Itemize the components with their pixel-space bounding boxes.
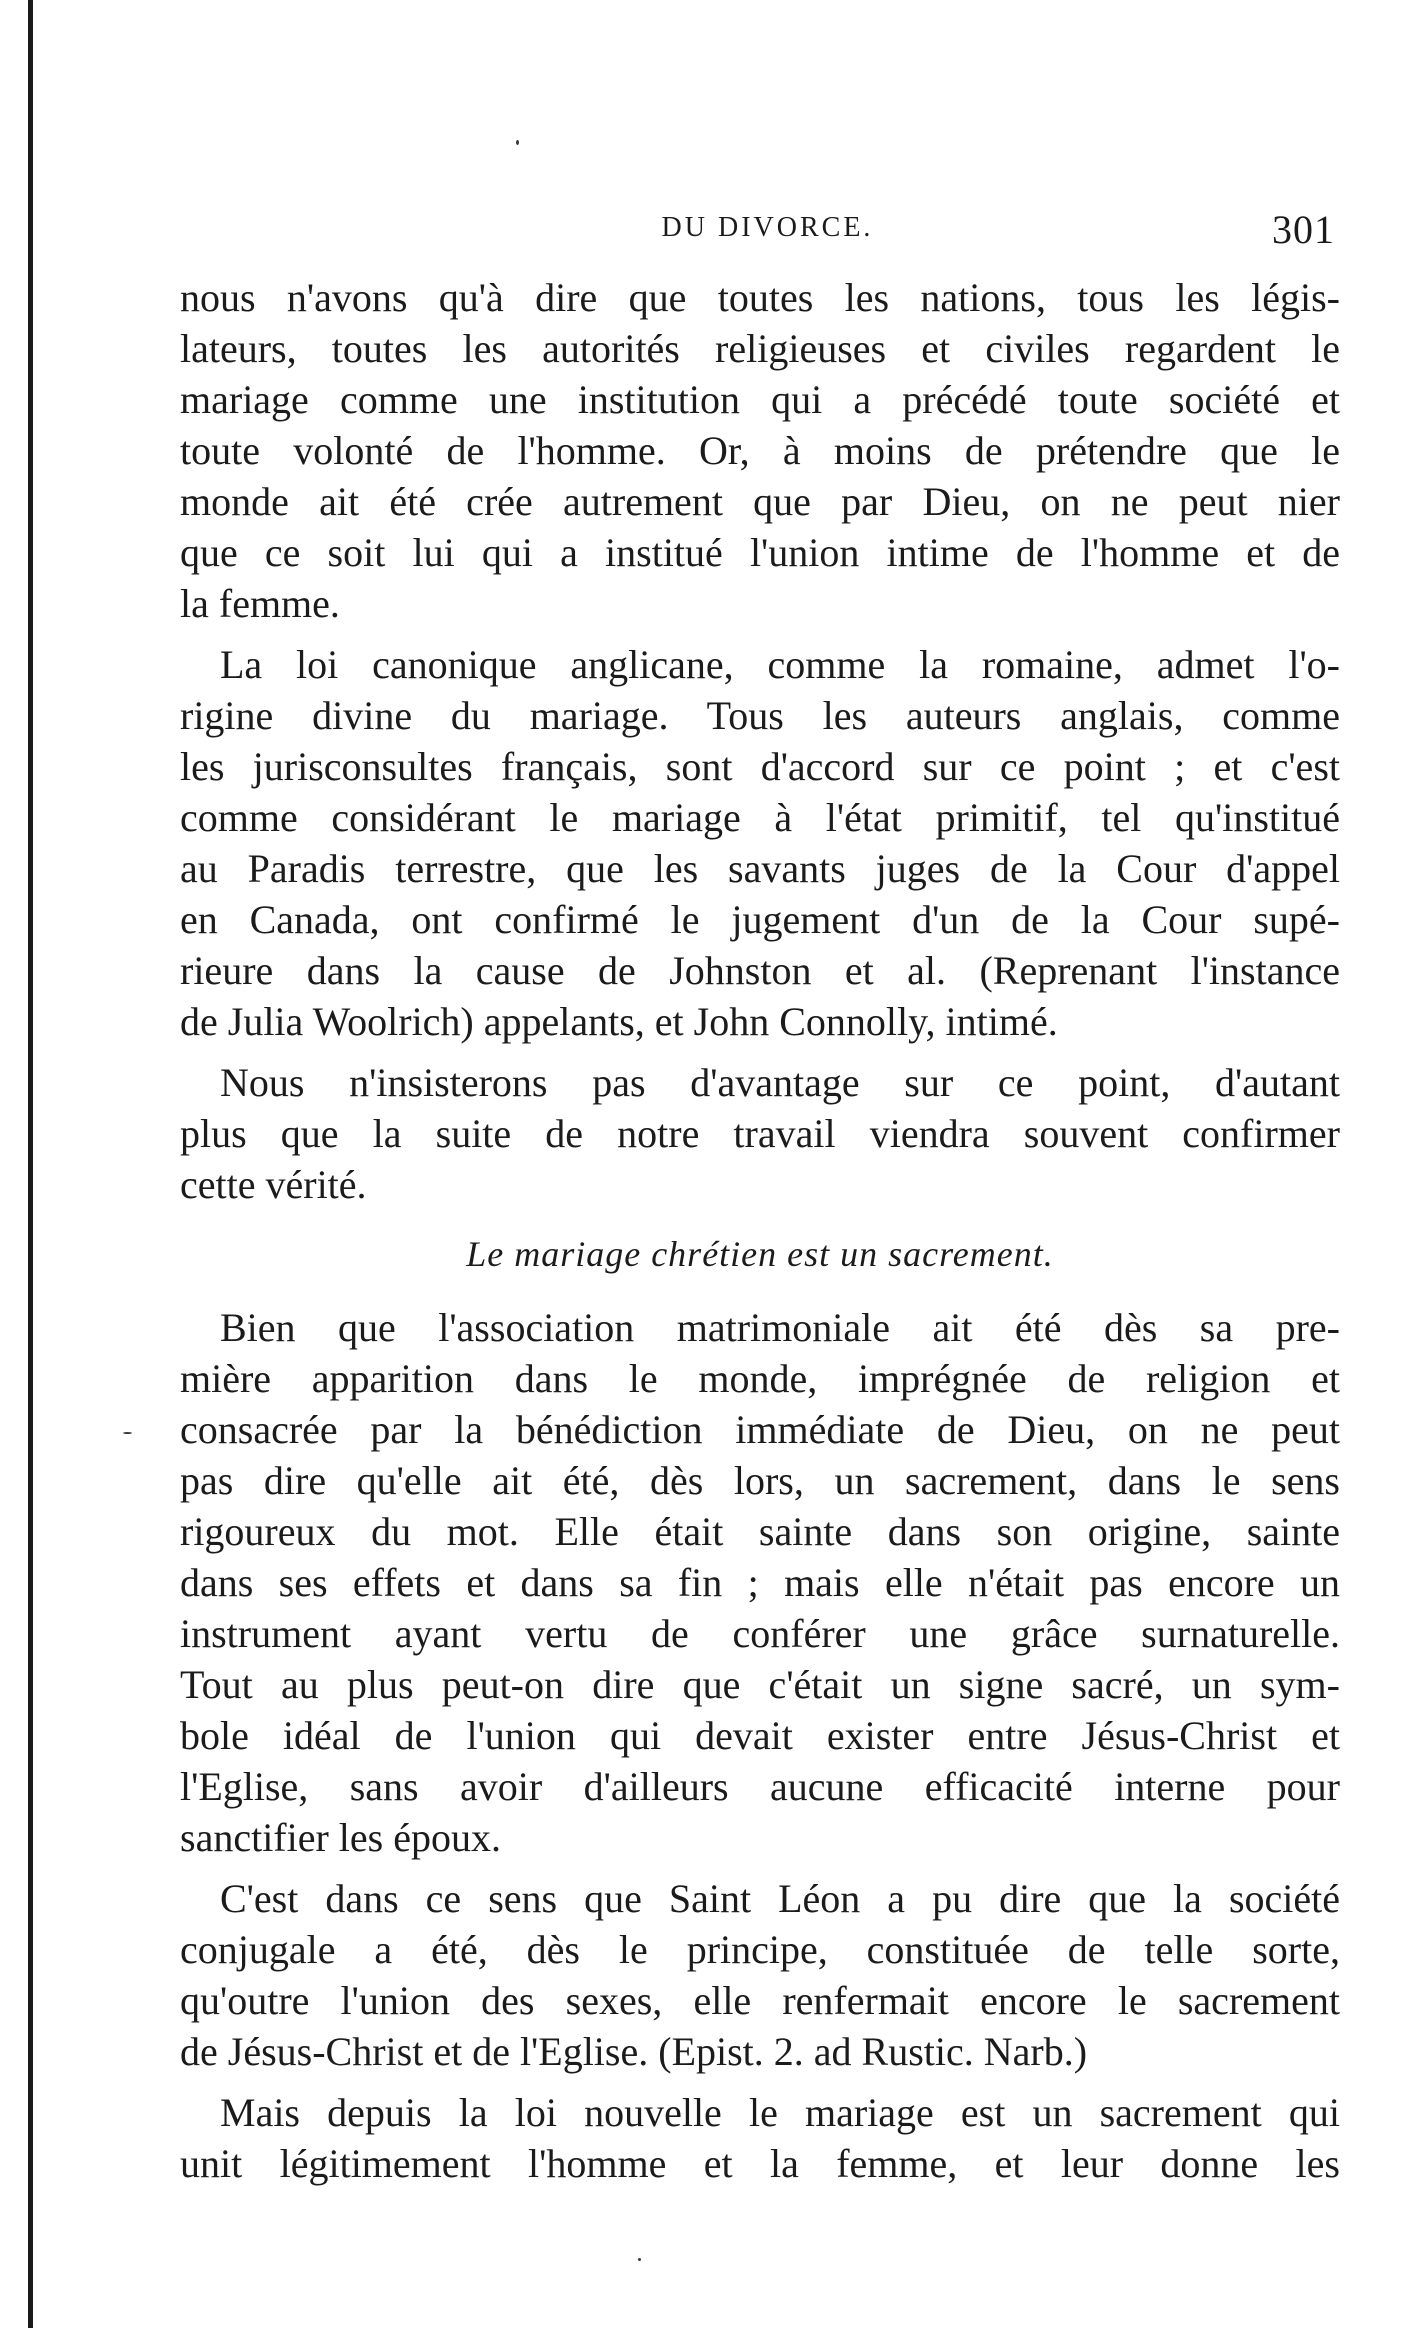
text-line: lateurs, toutes les autorités religieuses et civiles regardent le [180,326,1340,371]
page-binding-edge [28,0,33,2328]
text-line: qu'outre l'union des sexes, elle renfermait encore le sacrement [180,1978,1340,2023]
text-line: mariage comme une institution qui a précédé toute société et [180,377,1340,422]
text-line: de Julia Woolrich) appelants, et John Connolly, intimé. [180,999,1058,1044]
text-line: cette vérité. [180,1162,367,1207]
text-line: mière apparition dans le monde, imprégnée de religion et [180,1356,1340,1401]
section-heading: Le mariage chrétien est un sacrement. [466,1234,1054,1274]
text-line: l'Eglise, sans avoir d'ailleurs aucune efficacité interne pour [180,1764,1340,1809]
text-line: bole idéal de l'union qui devait exister entre Jésus-Christ et [180,1713,1340,1758]
running-head [200,208,1335,252]
text-line: toute volonté de l'homme. Or, à moins de prétendre que le [180,428,1340,473]
text-line: nous n'avons qu'à dire que toutes les nations, tous les légis- [180,275,1340,320]
text-line: Nous n'insisterons pas d'avantage sur ce point, d'autant [220,1060,1340,1105]
text-line: rieure dans la cause de Johnston et al. (Reprenant l'instance [180,948,1340,993]
text-line: que ce soit lui qui a institué l'union intime de l'homme et de [180,530,1340,575]
text-line: de Jésus-Christ et de l'Eglise. (Epist. 2. ad Rustic. Narb.) [180,2029,1088,2074]
text-line: C'est dans ce sens que Saint Léon a pu dire que la société [220,1876,1340,1921]
paragraph [180,2087,1340,2189]
body-text [180,272,1340,2199]
text-line: sanctifier les époux. [180,1815,501,1860]
text-line: Mais depuis la loi nouvelle le mariage est un sacrement qui [220,2090,1340,2135]
text-line: conjugale a été, dès le principe, constituée de telle sorte, [180,1927,1340,1972]
print-speck [123,1432,132,1434]
print-speck [516,140,519,145]
text-line: en Canada, ont confirmé le jugement d'un de la Cour supé- [180,897,1340,942]
paragraph [180,1302,1340,1863]
text-line: les jurisconsultes français, sont d'accord sur ce point ; et c'est [180,744,1340,789]
paragraph [180,639,1340,1047]
paragraph [180,1057,1340,1210]
text-line: plus que la suite de notre travail viendra souvent confirmer [180,1111,1340,1156]
text-line: rigoureux du mot. Elle était sainte dans son origine, sainte [180,1509,1340,1554]
page-number: 301 [1272,207,1335,252]
text-line: rigine divine du mariage. Tous les auteurs anglais, comme [180,693,1340,738]
text-line: pas dire qu'elle ait été, dès lors, un sacrement, dans le sens [180,1458,1340,1503]
text-line: Bien que l'association matrimoniale ait été dès sa pre- [220,1305,1340,1350]
text-line: Tout au plus peut-on dire que c'était un signe sacré, un sym- [180,1662,1340,1707]
text-line: consacrée par la bénédiction immédiate de Dieu, on ne peut [180,1407,1340,1452]
text-line: la femme. [180,581,340,626]
text-line: dans ses effets et dans sa fin ; mais elle n'était pas encore un [180,1560,1340,1605]
text-line: instrument ayant vertu de conférer une grâce surnaturelle. [180,1611,1340,1656]
paragraph [180,272,1340,629]
running-title: DU DIVORCE. [661,212,874,243]
text-line: comme considérant le mariage à l'état primitif, tel qu'institué [180,795,1340,840]
print-speck [638,2258,641,2261]
paragraph [180,1873,1340,2077]
text-line: unit légitimement l'homme et la femme, et leur donne les [180,2141,1340,2186]
text-line: au Paradis terrestre, que les savants juges de la Cour d'appel [180,846,1340,891]
text-line: La loi canonique anglicane, comme la romaine, admet l'o- [220,642,1340,687]
text-line: monde ait été crée autrement que par Dieu, on ne peut nier [180,479,1340,524]
